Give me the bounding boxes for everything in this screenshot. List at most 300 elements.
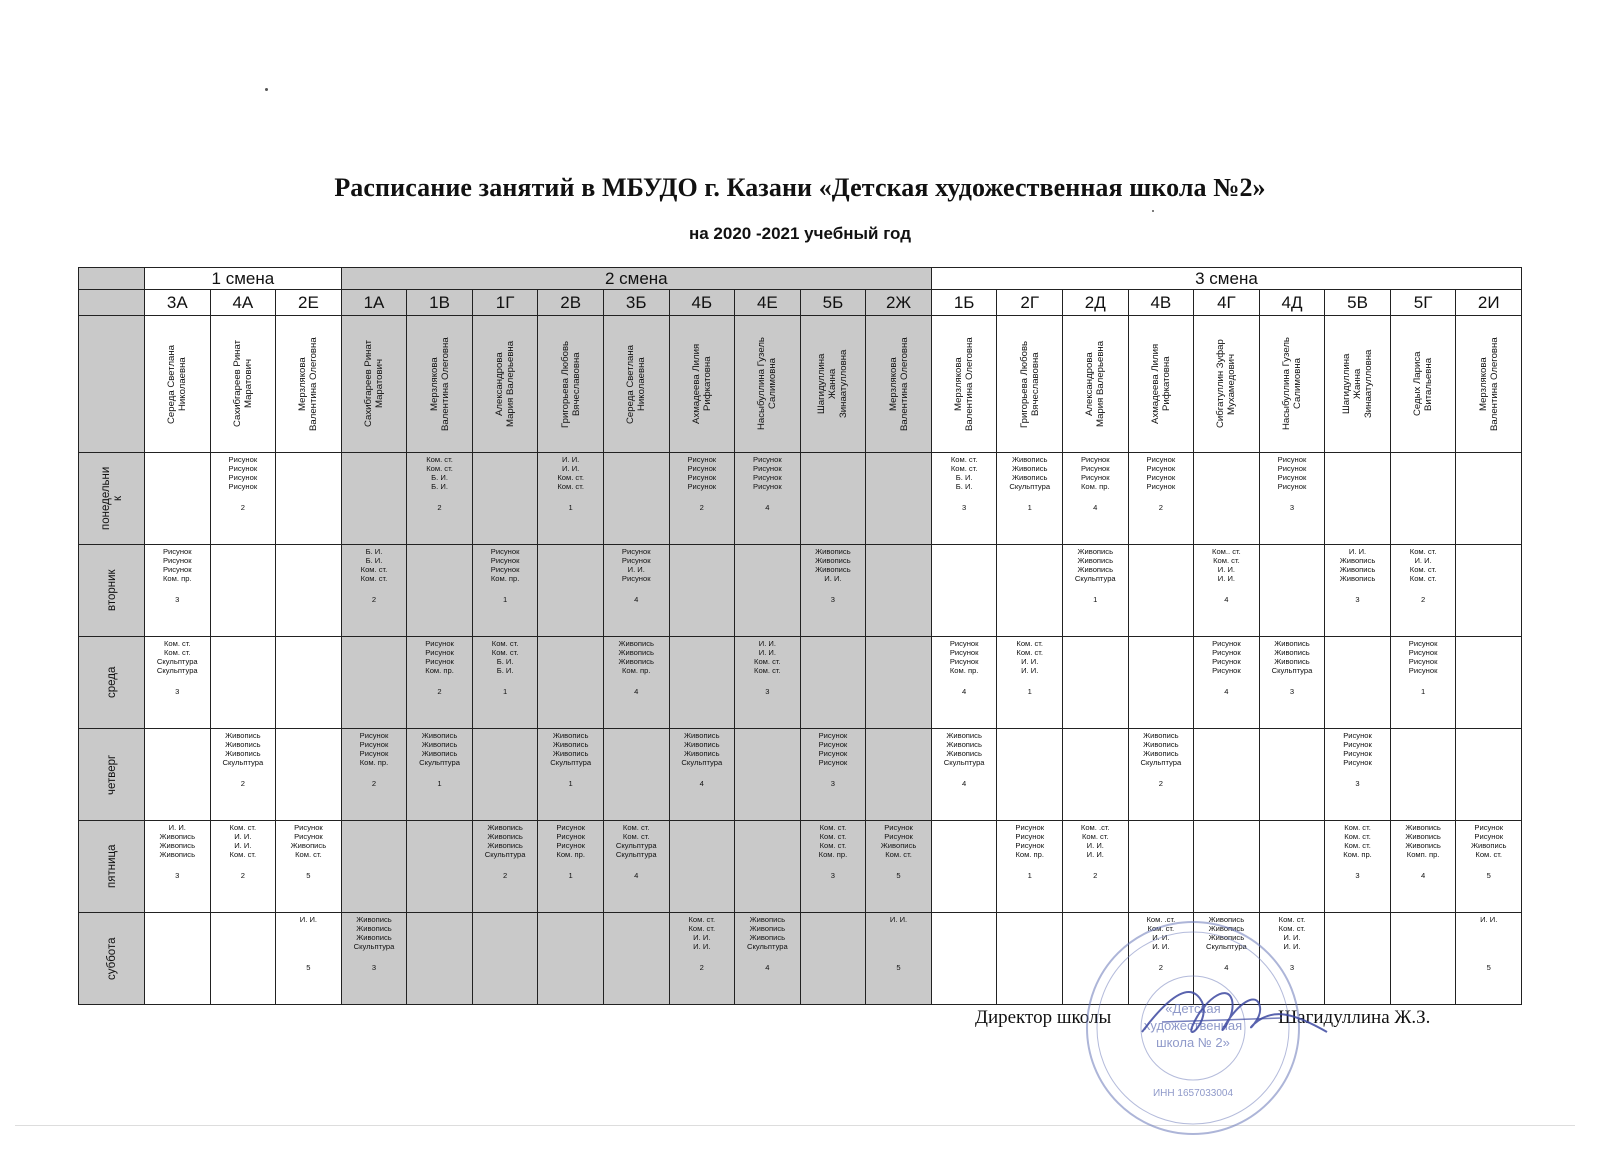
day-label: четверг [105,754,118,795]
schedule-cell [866,729,932,821]
lesson-list [342,637,407,684]
schedule-cell [866,453,932,545]
room-number: 2 [699,963,704,972]
class-code: 4В [1128,290,1194,316]
lesson-list [538,913,603,960]
room-number: 2 [437,687,442,696]
teacher-cell [1128,316,1194,453]
schedule-cell [538,821,604,913]
schedule-cell [472,729,538,821]
teacher-cell [145,316,211,453]
lesson-list: Рисунок Рисунок Рисунок Рисунок [1277,455,1307,491]
schedule-cell [997,453,1063,545]
lesson-list: Б. И. Б. И. Ком. ст. Ком. ст. [360,547,388,583]
lesson-list: Ком. .ст. Ком. ст. И. И. И. И. [1080,823,1110,859]
room-number: 4 [1093,503,1098,512]
lesson-list [1260,821,1325,868]
schedule-cell [276,453,342,545]
lesson-list: Рисунок Рисунок И. И. Рисунок [621,547,651,583]
room-number: 5 [1486,871,1491,880]
lesson-list: Живопись Живопись Живопись Скульптура [1009,455,1051,491]
schedule-cell [997,821,1063,913]
teacher-name: Мерзлякова Валентина Олеговна [297,337,320,431]
lesson-list: Живопись Живопись Живопись Скульптура [1140,731,1182,767]
schedule-cell [931,453,997,545]
schedule-cell [603,913,669,1005]
corner-cell [79,290,145,316]
schedule-cell [210,453,276,545]
room-number: 4 [765,503,770,512]
schedule-cell [538,913,604,1005]
room-number: 4 [634,595,639,604]
lesson-list [407,545,472,592]
lesson-list [866,545,931,592]
class-code: 4Г [1194,290,1260,316]
lesson-list [866,453,931,500]
schedule-cell [276,545,342,637]
lesson-list [1391,913,1456,960]
lesson-list: И. И. И. И. Ком. ст. Ком. ст. [557,455,584,491]
teacher-name: Ахмадеева Лилия Рифкатовна [1149,343,1172,425]
room-number: 2 [699,503,704,512]
lesson-list: Ком. ст. Ком. ст. И. И. И. И. [1016,639,1044,675]
schedule-cell [407,913,473,1005]
lesson-list [801,453,866,500]
schedule-cell [1456,545,1522,637]
room-number: 3 [830,871,836,880]
room-number: 4 [962,779,967,788]
lesson-list: Живопись Живопись Живопись И. И. [815,547,851,583]
lesson-list [1129,545,1194,592]
teacher-cell [931,316,997,453]
schedule-cell [145,453,211,545]
day-label: пятница [105,844,118,889]
room-number: 2 [1158,963,1163,972]
schedule-cell [210,821,276,913]
class-code: 4Б [669,290,735,316]
class-code: 2Г [997,290,1063,316]
schedule-cell [341,453,407,545]
room-number: 1 [1093,595,1098,604]
class-code: 4Е [735,290,801,316]
lesson-list: Ком. ст. Ком. ст. Ком. ст. Ком. пр. [1343,823,1372,859]
room-number: 4 [1224,595,1229,604]
schedule-cell [603,821,669,913]
class-code: 4Д [1259,290,1325,316]
schedule-cell [1325,637,1391,729]
stamp-text: ИНН 1657033004 [1152,1088,1234,1099]
schedule-cell [1456,729,1522,821]
class-code: 2Ж [866,290,932,316]
room-number: 5 [896,871,901,880]
room-number: 4 [634,687,639,696]
lesson-list: Ком. ст. Ком. ст. Скульптура Скульптура [615,823,657,859]
lesson-list: Рисунок Рисунок Рисунок Ком. пр. [359,731,389,767]
lesson-list [145,453,210,500]
lesson-list: Живопись Живопись Живопись Скульптура [943,731,985,767]
day-label: вторник [105,569,118,612]
schedule-cell [407,729,473,821]
teacher-name: Мерзлякова Валентина Олеговна [953,337,976,431]
schedule-cell [669,637,735,729]
lesson-list: Рисунок Рисунок Рисунок Ком. пр. [425,639,454,675]
lesson-list [473,453,538,500]
schedule-cell [145,913,211,1005]
day-cell [79,637,145,729]
schedule-cell [1259,453,1325,545]
day-cell [79,545,145,637]
teacher-name: Сахибгареев Ринат Маратович [231,340,254,428]
lesson-list [1456,729,1521,776]
class-code: 4А [210,290,276,316]
shift-header: 2 смена [341,268,931,290]
room-number: 5 [896,963,901,972]
schedule-cell [210,913,276,1005]
lesson-list: И. И. Живопись Живопись Живопись [159,823,196,859]
lesson-list [1063,729,1128,776]
schedule-cell [1259,729,1325,821]
lesson-list [211,913,276,960]
lesson-list [276,729,341,776]
schedule-cell [341,913,407,1005]
lesson-list: И. И. [889,915,908,924]
document-title: Расписание занятий в МБУДО г. Казани «Детская художественная школа №2» [334,173,1266,202]
schedule-cell [931,729,997,821]
class-code: 1В [407,290,473,316]
schedule-cell [341,637,407,729]
day-row [79,729,1522,821]
teacher-cell [735,316,801,453]
class-code: 3Б [603,290,669,316]
schedule-cell [735,821,801,913]
class-code: 2Е [276,290,342,316]
lesson-list [538,637,603,684]
class-code: 1А [341,290,407,316]
schedule-cell [1390,821,1456,913]
lesson-list [473,729,538,776]
corner-cell [79,316,145,453]
teacher-cell [210,316,276,453]
lesson-list: Рисунок Рисунок Рисунок Ком. пр. [1015,823,1045,859]
lesson-list [932,545,997,592]
lesson-list: Рисунок Рисунок Рисунок Ком. пр. [949,639,979,675]
schedule-cell [735,637,801,729]
teacher-cell [1063,316,1129,453]
room-number: 5 [1486,963,1491,972]
schedule-cell [735,913,801,1005]
schedule-cell [1063,821,1129,913]
schedule-cell [1325,453,1391,545]
schedule-cell [472,821,538,913]
schedule-cell [866,637,932,729]
shift-header-row [79,268,1522,290]
schedule-cell [1259,637,1325,729]
lesson-list: Живопись Живопись Живопись Скульптура [681,731,723,767]
schedule-cell [538,545,604,637]
schedule-cell [1390,913,1456,1005]
schedule-cell [538,729,604,821]
lesson-list [407,913,472,960]
schedule-cell [866,821,932,913]
schedule-cell [1128,821,1194,913]
schedule-cell [603,453,669,545]
schedule-cell [1456,453,1522,545]
room-number: 2 [371,779,377,788]
room-number: 4 [962,687,967,696]
day-label: среда [105,666,118,699]
room-number: 4 [765,963,770,972]
class-code: 2В [538,290,604,316]
lesson-list: Рисунок Рисунок Рисунок Рисунок [228,455,258,491]
lesson-list [1391,729,1456,776]
teacher-name: Ахмадеева Лилия Рифкатовна [690,343,713,425]
director-name: Шагидуллина Ж.З. [1278,1007,1431,1028]
schedule-cell [1194,729,1260,821]
room-number: 4 [1420,871,1426,880]
schedule-cell [1194,545,1260,637]
lesson-list [1456,545,1521,592]
schedule-cell [1063,453,1129,545]
lesson-list [801,913,866,960]
schedule-cell [1325,913,1391,1005]
room-number: 5 [306,963,311,972]
lesson-list: Рисунок Рисунок Рисунок Рисунок [818,731,848,767]
room-number: 1 [1027,503,1032,512]
teacher-name: Середа Светлана Николаевна [625,344,648,424]
lesson-list [276,545,341,592]
schedule-cell [1194,637,1260,729]
lesson-list: Живопись Живопись Живопись Скульптура [746,915,788,951]
lesson-list [866,729,931,776]
room-number: 2 [1420,595,1426,604]
stamp-text: художественная [1143,1018,1243,1033]
document-subtitle: на 2020 -2021 учебный год [688,224,911,243]
scan-speck [1152,210,1154,212]
schedule-cell [800,637,866,729]
schedule-cell [1128,637,1194,729]
lesson-list: Ком. ст. Ком. ст. И. И. И. И. [688,915,716,951]
schedule-cell [276,913,342,1005]
schedule-cell [472,545,538,637]
page-edge [15,1125,1575,1126]
schedule-cell [669,453,735,545]
schedule-cell [931,545,997,637]
room-number: 2 [371,595,377,604]
day-cell [79,729,145,821]
room-number: 2 [1158,779,1163,788]
class-code: 1Г [472,290,538,316]
room-number: 1 [1027,687,1032,696]
schedule-table [78,267,1522,1005]
lesson-list: Ком. ст. И. И. Ком. ст. Ком. ст. [1409,547,1437,583]
room-number: 2 [240,779,245,788]
schedule-cell [1063,637,1129,729]
schedule-cell [538,637,604,729]
class-code: 1Б [931,290,997,316]
schedule-cell [1128,453,1194,545]
room-number: 4 [1224,687,1229,696]
room-number: 3 [371,963,377,972]
lesson-list: Рисунок Рисунок Живопись Ком. ст. [880,823,917,859]
teacher-cell [407,316,473,453]
room-number: 1 [1027,871,1032,880]
lesson-list [670,821,735,868]
schedule-cell [145,637,211,729]
schedule-cell [210,637,276,729]
stamp-text: «Детская [1165,1001,1221,1016]
lesson-list [276,637,341,684]
schedule-cell [800,913,866,1005]
lesson-list: Живопись Живопись Живопись Скульптура [222,731,264,767]
lesson-list [1260,729,1325,776]
lesson-list [1194,453,1259,500]
lesson-list [211,637,276,684]
lesson-list: Живопись Живопись Живопись Скульптура [419,731,460,767]
lesson-list [1456,637,1521,684]
schedule-cell [931,637,997,729]
schedule-cell [669,913,735,1005]
lesson-list [1129,637,1194,684]
schedule-cell [276,637,342,729]
schedule-cell [800,821,866,913]
schedule-cell [210,729,276,821]
schedule-cell [997,913,1063,1005]
lesson-list [145,913,210,960]
room-number: 1 [502,595,508,604]
room-number: 1 [568,503,573,512]
lesson-list [1194,821,1259,868]
lesson-list: Живопись Живопись Живопись Скульптура [1206,915,1247,951]
lesson-list: Ком. ст. Ком. ст. Б. И. Б. И. [950,455,978,491]
room-number: 3 [1355,595,1360,604]
schedule-cell [407,821,473,913]
lesson-list: Живопись Живопись Живопись Ком. пр. [618,639,654,675]
scan-speck [265,88,268,91]
lesson-list [342,821,407,868]
teacher-name: Седых Лариса Витальевна [1412,351,1435,417]
lesson-list: Рисунок Рисунок Рисунок Рисунок [1146,455,1176,491]
schedule-cell [1259,545,1325,637]
lesson-list [997,913,1062,960]
room-number: 3 [175,595,180,604]
room-number: 3 [1355,871,1360,880]
class-code: 5Б [800,290,866,316]
lesson-list [276,453,341,500]
schedule-cell [997,729,1063,821]
day-cell [79,453,145,545]
lesson-list: И. И. [299,915,318,924]
schedule-cell [1128,545,1194,637]
room-number: 4 [699,779,704,788]
lesson-list [407,821,472,868]
lesson-list: Живопись Живопись Живопись Скульптура [484,823,526,859]
teacher-cell [341,316,407,453]
room-number: 4 [1224,963,1229,972]
lesson-list [1325,913,1390,960]
schedule-cell [1325,821,1391,913]
room-number: 3 [175,871,180,880]
lesson-list: Рисунок Рисунок Рисунок Ком. пр. [556,823,585,859]
lesson-list [342,453,407,500]
shift-header: 3 смена [931,268,1521,290]
lesson-list [735,821,800,868]
schedule-cell [472,453,538,545]
lesson-list: Ком. ст. Ком. ст. Б. И. Б. И. [426,455,453,491]
class-code: 5Г [1390,290,1456,316]
room-number: 4 [634,871,639,880]
lesson-list [145,729,210,776]
lesson-list: Рисунок Рисунок Рисунок Ком. пр. [490,547,520,583]
schedule-cell [603,729,669,821]
schedule-cell [1063,729,1129,821]
teacher-cell [997,316,1063,453]
schedule-cell [735,545,801,637]
room-number: 3 [1289,503,1295,512]
corner-cell [79,268,145,290]
schedule-cell [1063,545,1129,637]
lesson-list [604,729,669,776]
lesson-list: Ком.. ст. Ком. ст. И. И. И. И. [1212,547,1241,583]
room-number: 1 [568,779,573,788]
room-number: 3 [175,687,180,696]
schedule-cell [1325,729,1391,821]
schedule-cell [1390,453,1456,545]
schedule-cell [472,913,538,1005]
shift-header: 1 смена [145,268,342,290]
lesson-list: И. И. [1480,915,1498,924]
teacher-cell [1259,316,1325,453]
teacher-name: Мерзлякова Валентина Олеговна [887,337,910,431]
room-number: 2 [502,871,508,880]
day-cell [79,913,145,1005]
schedule-cell [669,821,735,913]
schedule-cell [407,545,473,637]
schedule-cell [276,821,342,913]
class-code: 5В [1325,290,1391,316]
lesson-list [604,453,669,500]
schedule-cell [669,545,735,637]
teacher-cell [1194,316,1260,453]
schedule-cell [341,729,407,821]
lesson-list [538,545,603,592]
lesson-list: Живопись Живопись Живопись Скульптура [1074,547,1116,583]
schedule-cell [407,453,473,545]
schedule-cell [866,545,932,637]
lesson-list: Ком. ст. И. И. И. И. Ком. ст. [229,823,257,859]
handwritten-signature [1132,972,1332,1052]
room-number: 3 [1289,963,1295,972]
teacher-cell [603,316,669,453]
teacher-cell [276,316,342,453]
day-row [79,453,1522,545]
lesson-list [670,545,735,592]
schedule-cell [603,637,669,729]
teacher-row [79,316,1522,453]
teacher-cell [538,316,604,453]
schedule-cell [538,453,604,545]
teacher-name: Середа Светлана Николаевна [166,344,189,424]
class-code: 2Д [1063,290,1129,316]
teacher-name: Григорьева Любовь Вячеславовна [559,340,582,428]
schedule-cell [931,913,997,1005]
room-number: 3 [830,595,836,604]
lesson-list: Ком. ст. Ком. ст. Скульптура Скульптура [156,639,198,675]
schedule-cell [1390,637,1456,729]
teacher-cell [866,316,932,453]
room-number: 2 [1093,871,1098,880]
schedule-cell [1390,545,1456,637]
schedule-cell [341,821,407,913]
